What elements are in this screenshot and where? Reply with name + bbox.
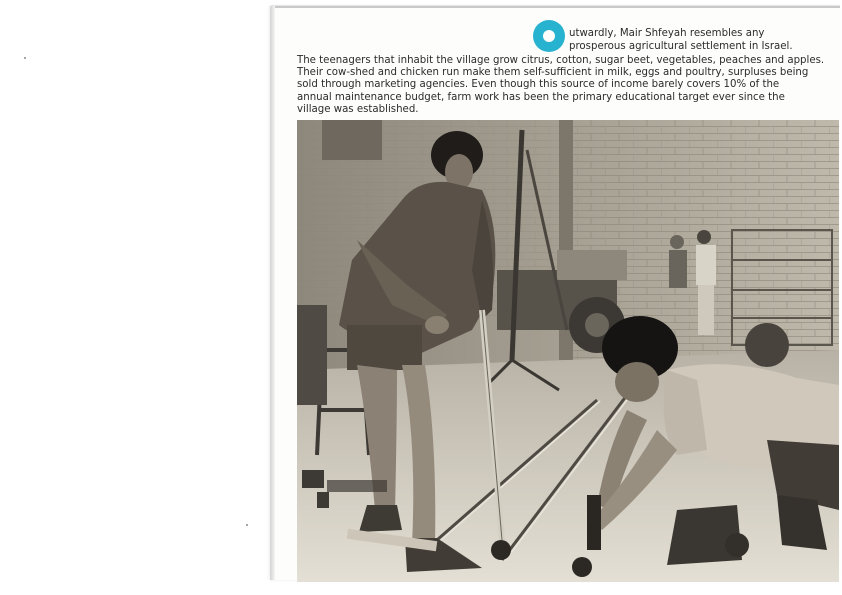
workbench bbox=[297, 305, 327, 405]
page-top-edge bbox=[275, 6, 840, 8]
body-line: annual maintenance budget, farm work has been the primary educational target ever since the bbox=[297, 91, 785, 103]
scan-speck bbox=[246, 524, 248, 526]
body-line: sold through marketing agencies. Even though this source of income barely covers 10% of the bbox=[297, 79, 780, 91]
dropcap-o-center bbox=[543, 30, 555, 42]
intro-paragraph bbox=[569, 28, 819, 53]
scan-speck bbox=[24, 57, 26, 59]
wall-window bbox=[322, 120, 382, 160]
intro-line: prosperous agricultural settlement in Israel. bbox=[569, 40, 793, 52]
dropcap-o-icon bbox=[533, 20, 565, 52]
body-line: The teenagers that inhabit the village grow citrus, cotton, sugar beet, vegetables, peaches and apples. bbox=[297, 55, 825, 66]
workshop-photo-illustration bbox=[297, 120, 839, 582]
page-fold-edge bbox=[271, 6, 275, 580]
body-line: Their cow-shed and chicken run make them self-sufficient in milk, eggs and poultry, surpluses being bbox=[297, 67, 809, 79]
workshop-photo bbox=[297, 120, 839, 582]
body-paragraph bbox=[297, 55, 825, 116]
body-line: village was established. bbox=[297, 103, 419, 115]
intro-line: utwardly, Mair Shfeyah resembles any bbox=[569, 28, 765, 39]
